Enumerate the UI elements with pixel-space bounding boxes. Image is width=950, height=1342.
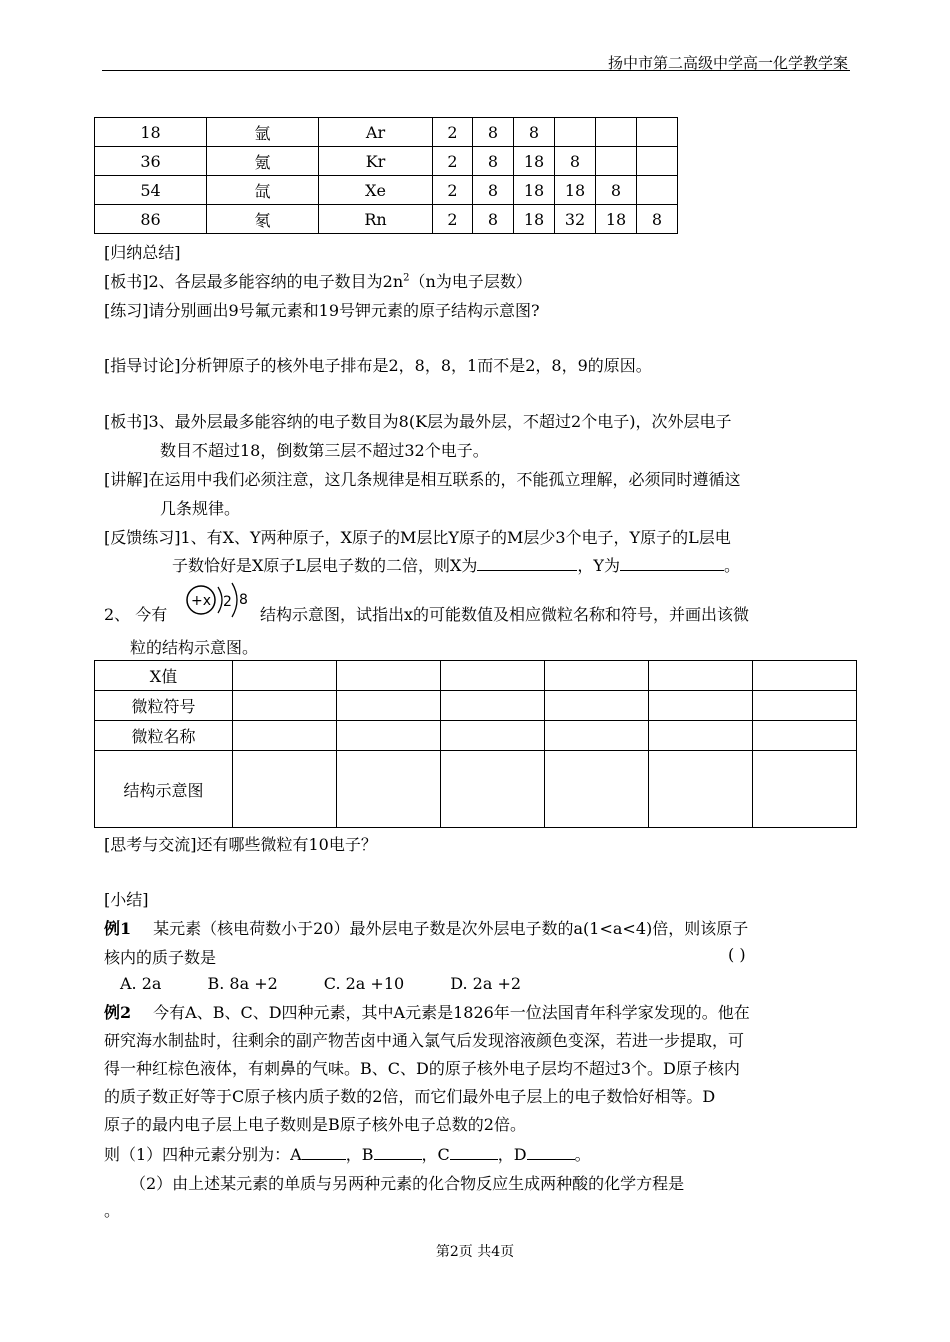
atomic-number-cell: 54 (95, 176, 207, 205)
example-1-options (120, 974, 521, 993)
shell-count-cell: 8 (514, 118, 555, 147)
board-rule-3-line1: [板书]3、最外层最多能容纳的电子数目为8(K层为最外层，不超过2个电子)，次外层电子 (104, 412, 732, 431)
page-footer: 第2页 共4页 (435, 1244, 515, 1260)
answer-cell[interactable] (753, 691, 857, 721)
shell-2-count: 8 (239, 592, 248, 608)
shell-count-cell: 2 (433, 176, 473, 205)
example-2-line4: 的质子数正好等于C原子核内质子数的2倍，而它们最外电子层上的电子数恰好相等。D (104, 1087, 716, 1106)
example-2-line3: 得一种红棕色液体，有刺鼻的气味。B、C、D的原子核外电子层均不超过3个。D原子核内 (104, 1059, 740, 1078)
atom-structure-diagram (184, 578, 258, 632)
option-b[interactable]: B. 8a +2 (207, 974, 278, 993)
example-2-line5: 原子的最内电子层上电子数则是B原子核外电子总数的2倍。 (104, 1115, 526, 1134)
shell-count-cell: 8 (473, 205, 514, 234)
shell-1-count: 2 (223, 594, 232, 610)
element-symbol-cell: Rn (319, 205, 433, 234)
element-b-blank[interactable] (374, 1159, 422, 1160)
answer-cell[interactable] (753, 661, 857, 691)
shell-count-cell: 8 (637, 205, 678, 234)
element-a-blank[interactable] (302, 1159, 346, 1160)
y-answer-blank[interactable] (620, 570, 724, 571)
answer-cell[interactable] (753, 721, 857, 751)
shell-count-cell: 8 (473, 147, 514, 176)
shell-count-cell: 8 (596, 176, 637, 205)
question-2-text: 结构示意图，试指出x的可能数值及相应微粒名称和符号，并画出该微 (260, 605, 750, 624)
option-a[interactable]: A. 2a (120, 974, 162, 993)
answer-cell[interactable] (441, 751, 545, 828)
shell-arc-2-icon (232, 583, 237, 617)
answer-table-row (95, 721, 857, 751)
shell-count-cell: 32 (555, 205, 596, 234)
answer-cell[interactable] (441, 691, 545, 721)
board-rule-3-line2: 数目不超过18，倒数第三层不超过32个电子。 (160, 441, 489, 460)
shell-count-cell: 8 (555, 147, 596, 176)
guided-discussion: [指导讨论]分析钾原子的核外电子排布是2，8，8，1而不是2，8，9的原因。 (104, 356, 652, 375)
answer-cell[interactable] (233, 721, 337, 751)
question-2-lead: 2、 今有 (104, 605, 168, 624)
element-d-blank[interactable] (527, 1159, 575, 1160)
answer-table-row (95, 661, 857, 691)
answer-cell[interactable] (233, 691, 337, 721)
shell-count-cell: 2 (433, 118, 473, 147)
atomic-number-cell: 18 (95, 118, 207, 147)
example-2-question-2: （2）由上述某元素的单质与另两种元素的化合物反应生成两种酸的化学方程是 (130, 1174, 685, 1193)
element-row (95, 118, 678, 147)
example-1-label: 例1 (104, 919, 132, 938)
question-2-line2: 粒的结构示意图。 (130, 638, 259, 657)
element-row (95, 176, 678, 205)
summary-label: [小结] (104, 890, 149, 909)
element-row (95, 147, 678, 176)
example-2-line1: 例2 今有A、B、C、D四种元素，其中A元素是1826年一位法国青年科学家发现的。他在 (104, 1003, 750, 1022)
answer-row-label: X值 (95, 661, 233, 691)
x-answer-blank[interactable] (477, 570, 577, 571)
shell-count-cell (596, 118, 637, 147)
example-2-line2: 研究海水制盐时，往剩余的副产物苦卤中通入氯气后发现溶液颜色变深，若进一步提取，可 (104, 1031, 745, 1050)
shell-count-cell: 18 (596, 205, 637, 234)
option-d[interactable]: D. 2a +2 (450, 974, 522, 993)
shell-count-cell: 18 (514, 176, 555, 205)
answer-row-label: 微粒符号 (95, 691, 233, 721)
answer-cell[interactable] (337, 751, 441, 828)
explanation-line1: [讲解]在运用中我们必须注意，这几条规律是相互联系的，不能孤立理解，必须同时遵循这 (104, 470, 741, 489)
answer-table-row (95, 751, 857, 828)
shell-count-cell: 2 (433, 147, 473, 176)
answer-cell[interactable] (441, 721, 545, 751)
answer-cell[interactable] (337, 721, 441, 751)
answer-row-label: 微粒名称 (95, 721, 233, 751)
shell-count-cell (637, 176, 678, 205)
answer-cell[interactable] (545, 661, 649, 691)
feedback-question-line2: 子数恰好是X原子L层电子数的二倍，则X为 ，Y为 。 (172, 556, 741, 575)
option-c[interactable]: C. 2a +10 (323, 974, 405, 993)
element-row (95, 205, 678, 234)
atomic-number-cell: 86 (95, 205, 207, 234)
element-symbol-cell: Xe (319, 176, 433, 205)
element-symbol-cell: Kr (319, 147, 433, 176)
example-2-label: 例2 (104, 1003, 132, 1022)
element-name-cell: 氙 (207, 176, 319, 205)
answer-cell[interactable] (753, 751, 857, 828)
shell-count-cell: 8 (473, 176, 514, 205)
answer-table-row (95, 691, 857, 721)
example-1-answer-paren[interactable]: ( ) (728, 945, 746, 964)
element-name-cell: 氡 (207, 205, 319, 234)
x-value-answer-table (94, 660, 857, 828)
answer-cell[interactable] (441, 661, 545, 691)
answer-cell[interactable] (649, 721, 753, 751)
answer-cell[interactable] (337, 661, 441, 691)
page-header-title: 扬中市第二高级中学高一化学教学案 (607, 54, 848, 72)
answer-cell[interactable] (233, 661, 337, 691)
element-symbol-cell: Ar (319, 118, 433, 147)
element-name-cell: 氩 (207, 118, 319, 147)
summary-heading: [归纳总结] (104, 243, 181, 262)
shell-count-cell: 2 (433, 205, 473, 234)
answer-cell[interactable] (649, 751, 753, 828)
shell-count-cell (555, 118, 596, 147)
answer-cell[interactable] (233, 751, 337, 828)
think-and-discuss: [思考与交流]还有哪些微粒有10电子？ (104, 835, 377, 854)
practice-question: [练习]请分别画出9号氟元素和19号钾元素的原子结构示意图? (104, 301, 540, 320)
answer-cell[interactable] (545, 691, 649, 721)
answer-cell[interactable] (545, 751, 649, 828)
example-1-line2: 核内的质子数是 (104, 948, 217, 967)
element-c-blank[interactable] (450, 1159, 498, 1160)
answer-cell[interactable] (649, 661, 753, 691)
shell-count-cell: 18 (555, 176, 596, 205)
shell-count-cell: 18 (514, 147, 555, 176)
answer-cell[interactable] (545, 721, 649, 751)
example-1-line1: 例1 某元素（核电荷数小于20）最外层电子数是次外层电子数的a(1<a<4)倍，则该原子 (104, 919, 749, 938)
answer-cell[interactable] (649, 691, 753, 721)
example-2-question-1: 则（1）四种元素分别为：A ，B ，C ，D 。 (104, 1145, 591, 1164)
element-shell-table (94, 117, 678, 234)
shell-count-cell: 8 (473, 118, 514, 147)
answer-row-label: 结构示意图 (95, 751, 233, 828)
example-2-question-2-end: 。 (104, 1201, 121, 1220)
board-rule-2: [板书]2、各层最多能容纳的电子数目为$2n^2(n$为电子层数） (104, 272, 532, 291)
answer-cell[interactable] (337, 691, 441, 721)
shell-count-cell: 18 (514, 205, 555, 234)
nucleus-charge: +x (190, 593, 212, 609)
shell-count-cell (637, 147, 678, 176)
explanation-line2: 几条规律。 (160, 499, 241, 518)
shell-count-cell (637, 118, 678, 147)
element-name-cell: 氪 (207, 147, 319, 176)
feedback-question-line1: [反馈练习]1、有X、Y两种原子，X原子的M层比Y原子的M层少3个电子，Y原子的L层电 (104, 528, 731, 547)
atomic-number-cell: 36 (95, 147, 207, 176)
shell-count-cell (596, 147, 637, 176)
shell-arc-1-icon (218, 587, 222, 613)
header-divider (102, 70, 850, 71)
